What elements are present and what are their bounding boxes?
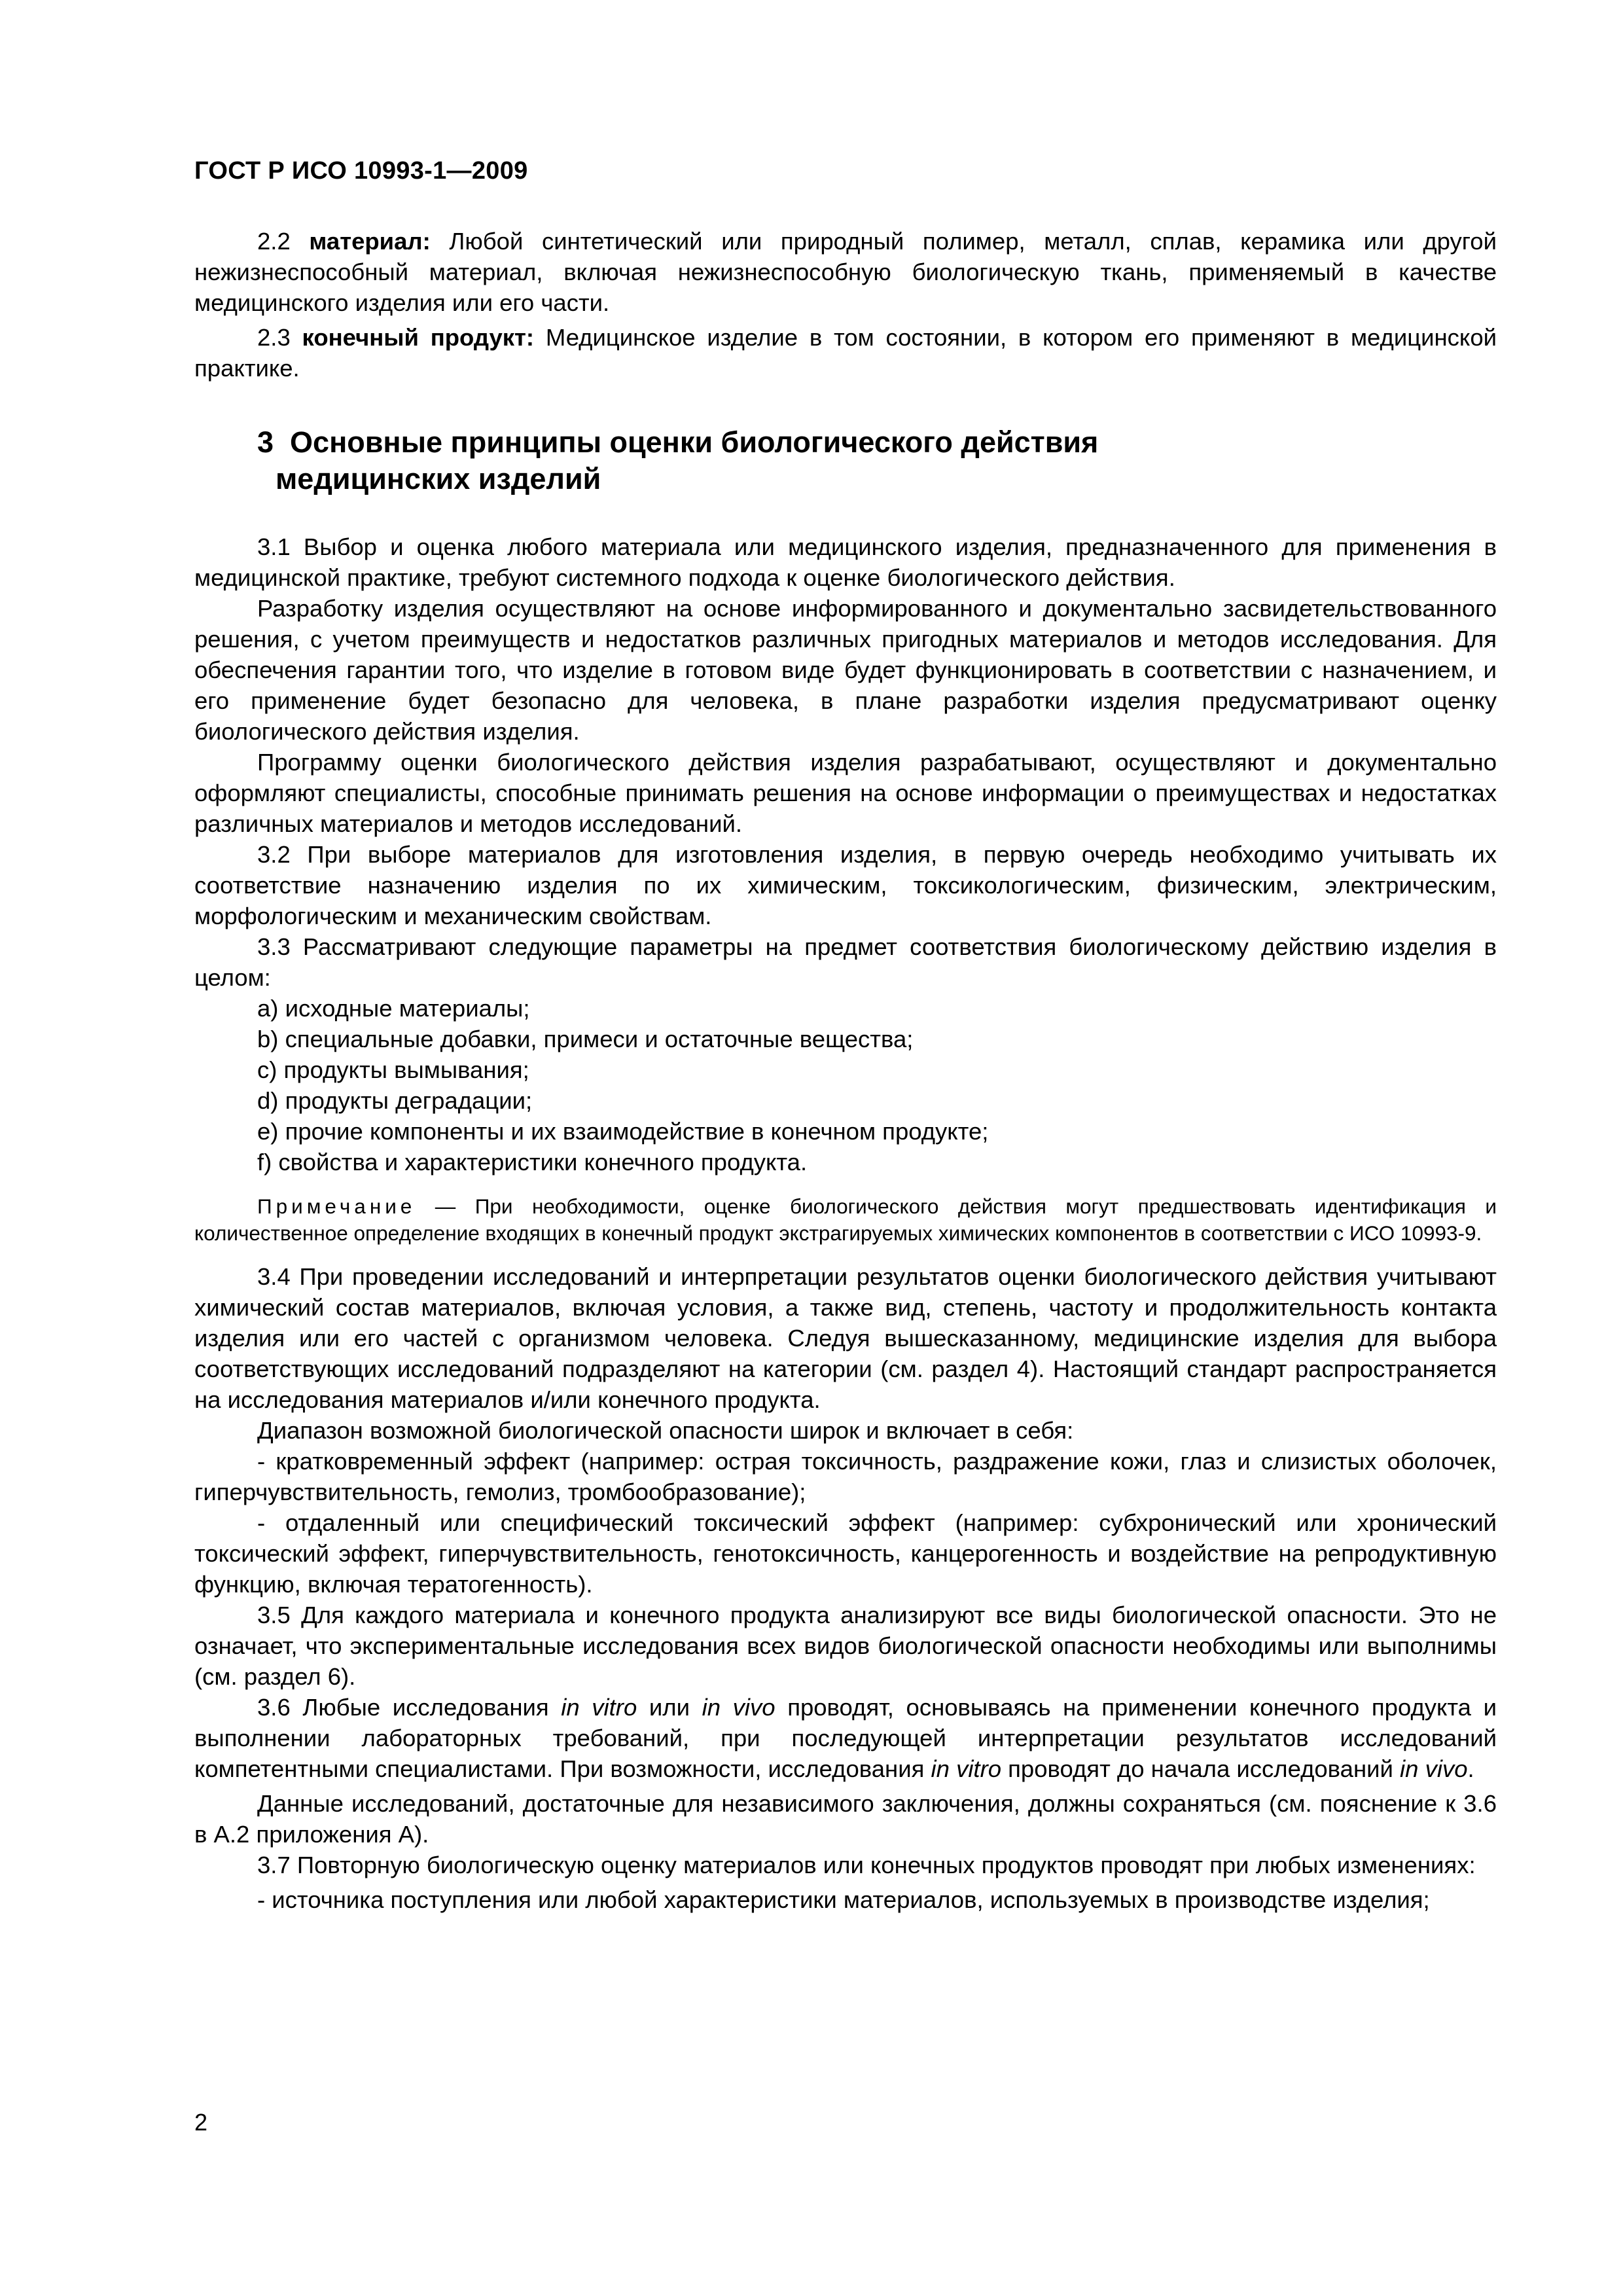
- list-item: b) специальные добавки, примеси и остаточные вещества;: [257, 1026, 914, 1052]
- clause-3-3: 3.3 Рассматривают следующие параметры на предмет соответствия биологическому действию изделия в целом:: [194, 933, 1497, 991]
- note-label: Примечание: [257, 1194, 416, 1218]
- text-run: проводят до начала исследований: [1001, 1755, 1400, 1782]
- text-run: 3.6 Любые исследования: [257, 1694, 562, 1721]
- clause-number: 2.3: [257, 324, 291, 351]
- parameter-list: [194, 993, 1497, 1177]
- list-item: f) свойства и характеристики конечного продукта.: [257, 1149, 808, 1175]
- dash-item: - отдаленный или специфический токсический эффект (например: субхронический или хронический токсический эффект, гиперчувствительность, генотоксичность, канцерогенность и воздействие на репродуктивную функцию, включая тератогенность).: [194, 1509, 1497, 1598]
- document-page: [194, 157, 1497, 1915]
- clause-3-5: 3.5 Для каждого материала и конечного продукта анализируют все виды биологической опасности. Это не означает, что экспериментальные исследования всех видов биологической опасности необходимы или выполнимы (см. раздел 6).: [194, 1602, 1497, 1690]
- document-header: ГОСТ Р ИСО 10993-1—2009: [194, 157, 528, 185]
- section-title-line1: Основные принципы оценки биологического действия: [290, 425, 1099, 459]
- paragraph: Данные исследований, достаточные для независимого заключения, должны сохраняться (см. пояснение к 3.6 в А.2 приложения А).: [194, 1790, 1497, 1848]
- clause-2-3: [194, 322, 1497, 384]
- dash-item: - кратковременный эффект (например: острая токсичность, раздражение кожи, глаз и слизистых оболочек, гиперчувствительность, гемолиз, тромбообразование);: [194, 1448, 1497, 1505]
- clause-3-6: [194, 1692, 1497, 1784]
- dash-item: - источника поступления или любой характеристики материалов, используемых в производстве изделия;: [257, 1886, 1430, 1913]
- section-3-heading: [257, 424, 1497, 497]
- italic-term: in vivo: [702, 1694, 776, 1721]
- term: материал:: [309, 228, 431, 255]
- clause-3-4: 3.4 При проведении исследований и интерпретации результатов оценки биологического действия учитывают химический состав материалов, включая условия, а также вид, степень, частоту и продолжительность контакта изделия или его частей с организмом человека. Следуя вышесказанному, медицинские изделия для выбора соответствующих исследований подразделяют на категории (см. раздел 4). Настоящий стандарт распространяется на исследования материалов и/или конечного продукта.: [194, 1263, 1497, 1413]
- page-number: 2: [194, 2109, 208, 2136]
- list-item: d) продукты деградации;: [257, 1087, 533, 1114]
- section-title-line2: медицинских изделий: [276, 462, 601, 495]
- clause-3-1: 3.1 Выбор и оценка любого материала или медицинского изделия, предназначенного для применения в медицинской практике, требуют системного подхода к оценке биологического действия.: [194, 533, 1497, 591]
- clause-text: Любой синтетический или природный полимер, металл, сплав, керамика или другой нежизнеспособный материал, включая нежизнеспособную биологическую ткань, применяемый в качестве медицинского изделия или его части.: [194, 228, 1497, 316]
- italic-term: in vitro: [931, 1755, 1002, 1782]
- clause-3-2: 3.2 При выборе материалов для изготовления изделия, в первую очередь необходимо учитывать их соответствие назначению изделия по их химическим, токсикологическим, физическим, электрическим, морфологическим и механическим свойствам.: [194, 841, 1497, 929]
- text-run: проводят, основываясь на применении конечного продукта и выполнении лабораторных требований, при последующей интерпретации результатов исследований компетентными специалистами. При возможности, исследования: [194, 1694, 1497, 1782]
- italic-term: in vitro: [561, 1694, 637, 1721]
- note: [194, 1193, 1497, 1247]
- clause-text: Медицинское изделие в том состоянии, в котором его применяют в медицинской практике.: [194, 324, 1497, 382]
- list-item: e) прочие компоненты и их взаимодействие в конечном продукте;: [257, 1118, 989, 1145]
- clause-3-7: 3.7 Повторную биологическую оценку материалов или конечных продуктов проводят при любых изменениях:: [257, 1852, 1476, 1878]
- text-run: или: [637, 1694, 702, 1721]
- paragraph: Разработку изделия осуществляют на основе информированного и документально засвидетельствованного решения, с учетом преимуществ и недостатков различных пригодных материалов и методов исследования. Для обеспечения гарантии того, что изделие в готовом виде будет функционировать в соответствии с назначением, и его применение будет безопасно для человека, в плане разработки изделия предусматривают оценку биологического действия изделия.: [194, 595, 1497, 745]
- clause-number: 2.2: [257, 228, 291, 255]
- section-number: 3: [257, 425, 274, 459]
- clause-2-2: [194, 226, 1497, 318]
- paragraph: Диапазон возможной биологической опасности широк и включает в себя:: [257, 1417, 1074, 1444]
- list-item: c) продукты вымывания;: [257, 1056, 529, 1083]
- note-text: — При необходимости, оценке биологического действия могут предшествовать идентификация и количественное определение входящих в конечный продукт экстрагируемых химических компонентов в соответствии с ИСО 10993-9.: [194, 1194, 1497, 1245]
- italic-term: in vivo: [1400, 1755, 1468, 1782]
- text-run: .: [1467, 1755, 1474, 1782]
- term: конечный продукт:: [302, 324, 535, 351]
- list-item: a) исходные материалы;: [257, 995, 530, 1022]
- paragraph: Программу оценки биологического действия изделия разрабатывают, осуществляют и документально оформляют специалисты, способные принимать решения на основе информации о преимуществах и недостатках различных материалов и методов исследований.: [194, 749, 1497, 837]
